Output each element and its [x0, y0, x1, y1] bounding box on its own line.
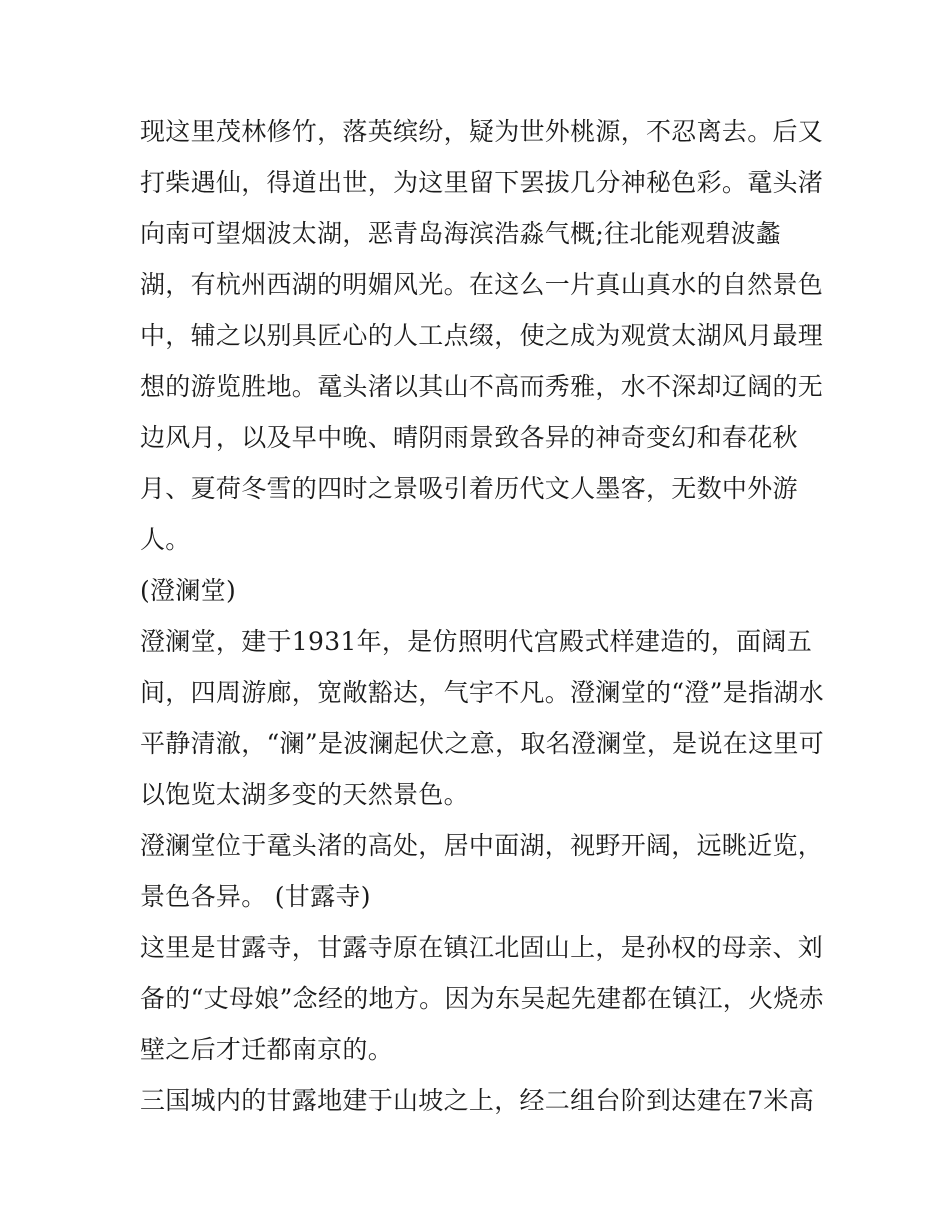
text-line-4: 湖，有杭州西湖的明媚风光。在这么一片真山真水的自然景色: [140, 270, 824, 299]
text-line-6: 想的游览胜地。鼋头渚以其山不高而秀雅，水不深却辽阔的无: [140, 372, 824, 401]
text-line-2: 打柴遇仙，得道出世，为这里留下罢拔几分神秘色彩。鼋头渚: [140, 168, 824, 197]
text-line-11: 澄澜堂，建于1931年，是仿照明代宫殿式样建造的，面阔五: [140, 627, 813, 656]
text-line-9: 人。: [140, 525, 191, 554]
text-line-15: 澄澜堂位于鼋头渚的高处，居中面湖，视野开阔，远眺近览，: [140, 831, 824, 860]
text-line-8: 月、夏荷冬雪的四时之景吸引着历代文人墨客，无数中外游: [140, 474, 798, 503]
text-line-13: 平静清澈，“澜”是波澜起伏之意，取名澄澜堂，是说在这里可: [140, 729, 824, 758]
text-line-16: 景色各异。 (甘露寺): [140, 882, 371, 911]
text-line-5: 中，辅之以别具匠心的人工点缀，使之成为观赏太湖风月最理: [140, 321, 824, 350]
text-line-18: 备的“丈母娘”念经的地方。因为东吴起先建都在镇江，火烧赤: [140, 984, 824, 1013]
text-line-1: 现这里茂林修竹，落英缤纷，疑为世外桃源，不忍离去。后又: [140, 117, 824, 146]
text-line-17: 这里是甘露寺，甘露寺原在镇江北固山上，是孙权的母亲、刘: [140, 933, 824, 962]
text-line-14: 以饱览太湖多变的天然景色。: [140, 780, 469, 809]
text-line-19: 壁之后才迁都南京的。: [140, 1035, 394, 1064]
text-line-20: 三国城内的甘露地建于山坡之上，经二组台阶到达建在7米高: [140, 1086, 815, 1115]
text-line-7: 边风月，以及早中晚、晴阴雨景致各异的神奇变幻和春花秋: [140, 423, 798, 452]
text-line-12: 间，四周游廊，宽敞豁达，气宇不凡。澄澜堂的“澄”是指湖水: [140, 678, 824, 707]
section-heading-chenglan-hall: (澄澜堂): [140, 576, 237, 605]
body-text: [140, 106, 824, 1126]
text-line-3: 向南可望烟波太湖，恶青岛海滨浩淼气概;往北能观碧波蠡: [140, 219, 782, 248]
